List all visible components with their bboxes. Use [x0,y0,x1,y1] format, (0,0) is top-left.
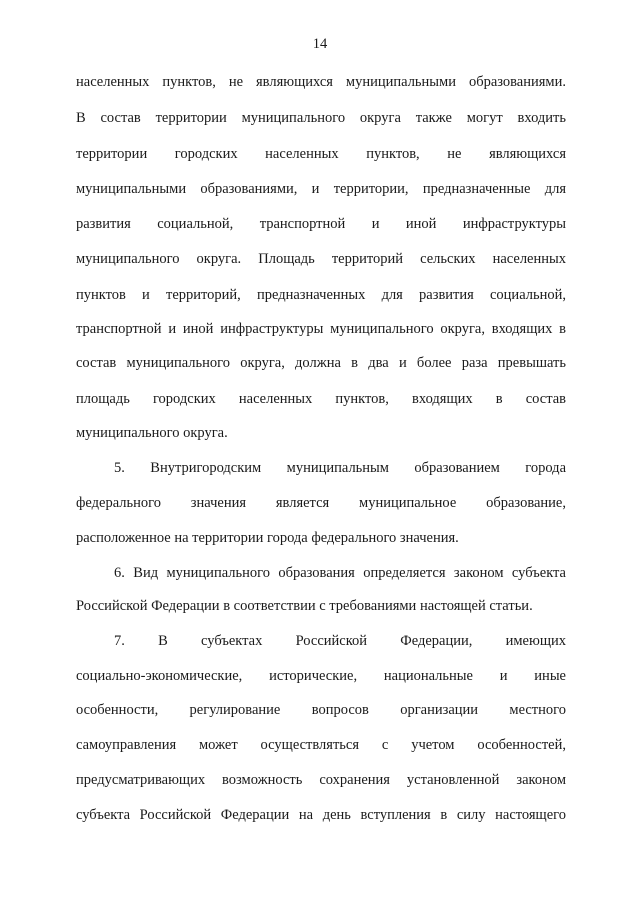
text-line: 5. Внутригородским муниципальным образованием города [114,460,566,476]
text-line: развития социальной, транспортной и иной инфраструктуры [76,216,566,232]
text-line: В состав территории муниципального округа также могут входить [76,110,566,126]
text-line: населенных пунктов, не являющихся муниципальными образованиями. [76,74,566,90]
text-line: состав муниципального округа, должна в два и более раза превышать [76,355,566,371]
text-line: субъекта Российской Федерации на день вступления в силу настоящего [76,807,566,823]
text-line: федерального значения является муниципальное образование, [76,495,566,511]
text-line: площадь городских населенных пунктов, входящих в состав [76,391,566,407]
text-line: социально-экономические, исторические, национальные и иные [76,668,566,684]
text-line: пунктов и территорий, предназначенных для развития социальной, [76,287,566,303]
text-line: самоуправления может осуществляться с учетом особенностей, [76,737,566,753]
text-line: предусматривающих возможность сохранения установленной законом [76,772,566,788]
text-line: 7. В субъектах Российской Федерации, имеющих [114,633,566,649]
text-line: территории городских населенных пунктов, не являющихся [76,146,566,162]
text-line: муниципального округа. Площадь территорий сельских населенных [76,251,566,267]
text-line: муниципальными образованиями, и территории, предназначенные для [76,181,566,197]
text-line: расположенное на территории города федерального значения. [76,530,459,546]
text-line: особенности, регулирование вопросов организации местного [76,702,566,718]
text-line: Российской Федерации в соответствии с требованиями настоящей статьи. [76,598,533,614]
text-line: транспортной и иной инфраструктуры муниципального округа, входящих в [76,321,566,337]
page-number: 14 [312,36,328,52]
text-line: 6. Вид муниципального образования определяется законом субъекта [114,565,566,581]
text-line: муниципального округа. [76,425,228,441]
